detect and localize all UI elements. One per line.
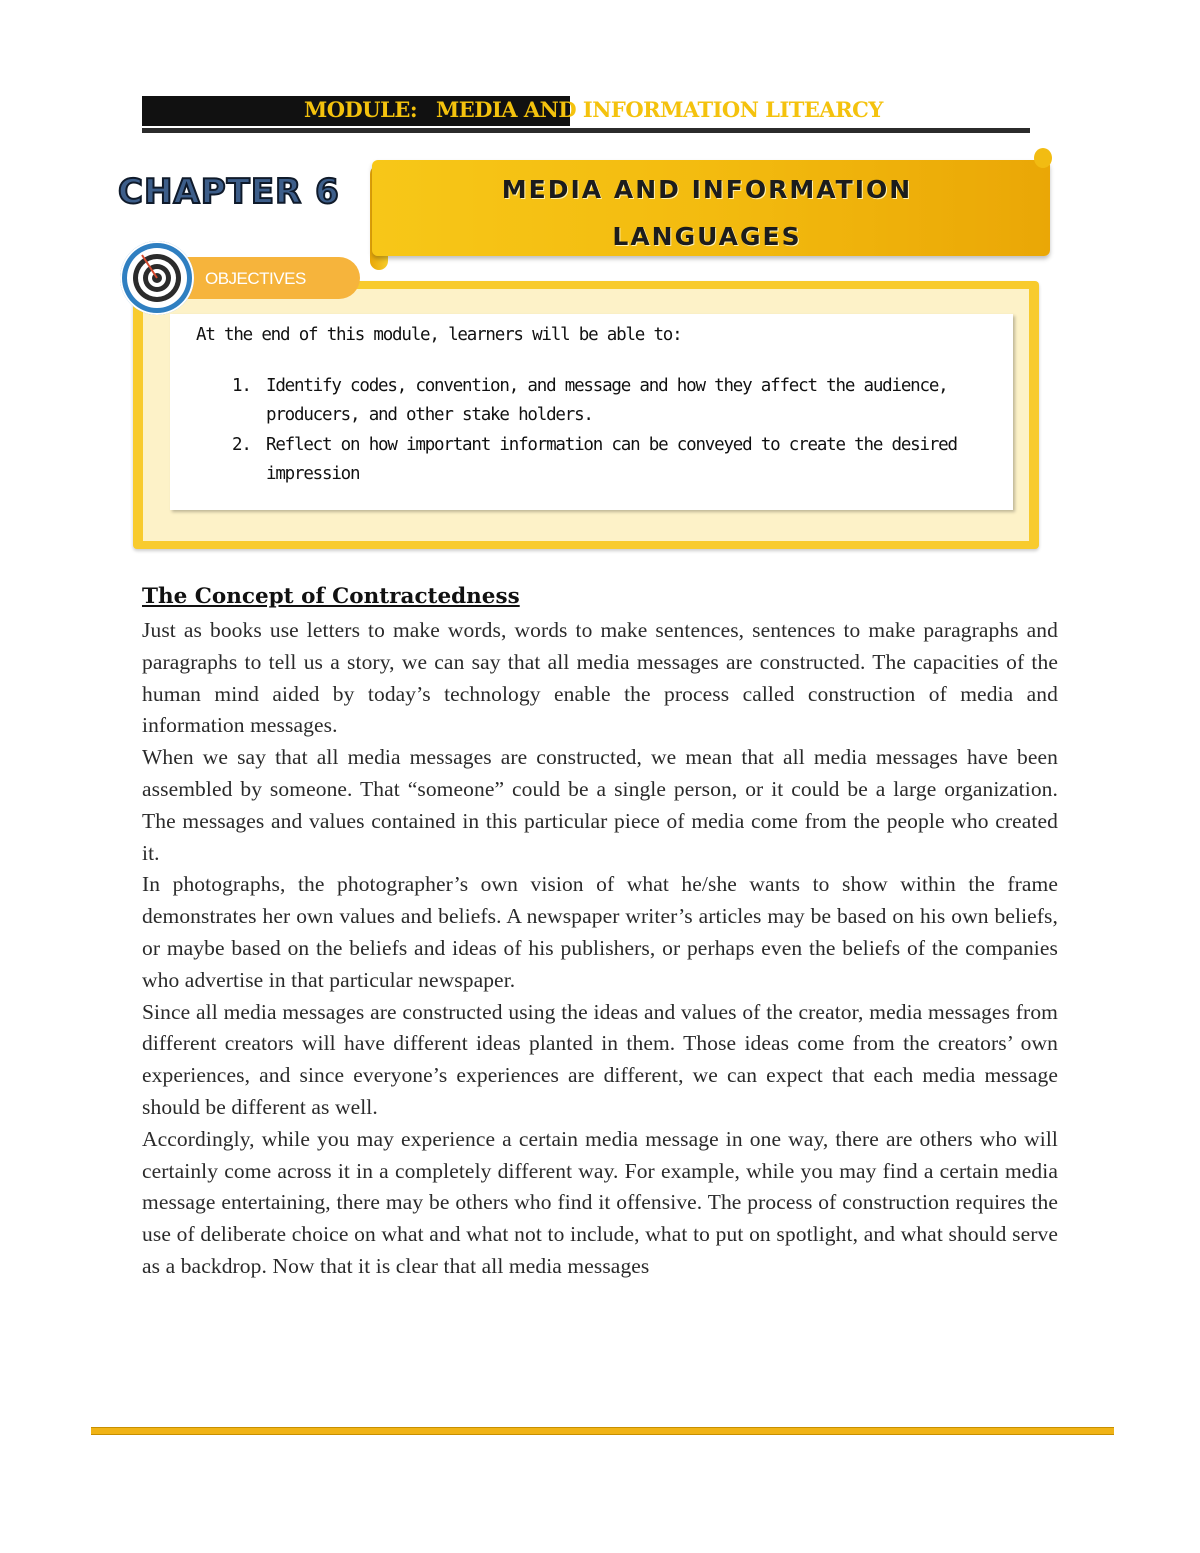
banner-scroll-roll-right [1034,148,1052,168]
chapter-title-line-2: LANGUAGES [612,222,802,251]
chapter-label: CHAPTER 6 [118,172,340,212]
body-paragraph: Just as books use letters to make words, words to make sentences, sentences to make paragraphs and paragraphs to tell us a story, we can say that all media messages are constructed. The capacities of the human mind aided by today’s technology enable the process called construction of media and information messages. [142,618,1058,738]
chapter-title [372,166,1042,260]
section-body [142,615,1058,1283]
objective-text: Reflect on how important information can be conveyed to create the desired impression [266,435,957,484]
footer-divider [91,1427,1114,1435]
body-paragraph: In photographs, the photographer’s own vision of what he/she wants to show within the frame demonstrates her own values and beliefs. A newspaper writer’s articles may be based on his own beliefs, or maybe based on the beliefs and ideas of his publishers, or perhaps even the beliefs of the companies who advertise in that particular newspaper. [142,872,1058,992]
module-name: MEDIA AND INFORMATION LITEARCY [436,97,883,122]
objective-item [226,431,1006,489]
objective-number: 2. [232,435,251,455]
objective-number: 1. [232,376,251,396]
body-paragraph: Accordingly, while you may experience a certain media message in one way, there are others who will certainly come across it in a completely different way. For example, while you may find a certain media message entertaining, there may be others who find it offensive. The process of construction requires the use of deliberate choice on what and what not to include, what to put on spotlight, and what should serve as a backdrop. Now that it is clear that all media messages [142,1126,1058,1278]
module-label: MODULE: [304,97,418,122]
objectives-list [226,372,1006,490]
header-divider [142,128,1030,133]
body-paragraph: Since all media messages are constructed using the ideas and values of the creator, media messages from different creators will have different ideas planted in them. Those ideas come from the creators’ own experiences, and since everyone’s experiences are different, we can expect that each media message should be different as well. [142,999,1058,1119]
target-icon [120,241,194,315]
chapter-title-line-1: MEDIA AND INFORMATION [501,175,913,204]
objective-text: Identify codes, convention, and message and how they affect the audience, producers, and other stake holders. [266,376,948,425]
objectives-box [170,314,1013,510]
objective-item [226,372,1006,430]
target-icon-graphic [120,241,194,315]
body-paragraph: When we say that all media messages are constructed, we mean that all media messages have been assembled by someone. That “someone” could be a single person, or it could be a large organization. The messages and values contained in this particular piece of media come from the people who created it. [142,745,1058,865]
objectives-tab-label: OBJECTIVES [205,269,306,288]
section-title: The Concept of Contractedness [142,584,520,609]
objectives-intro: At the end of this module, learners will be able to: [196,325,682,345]
